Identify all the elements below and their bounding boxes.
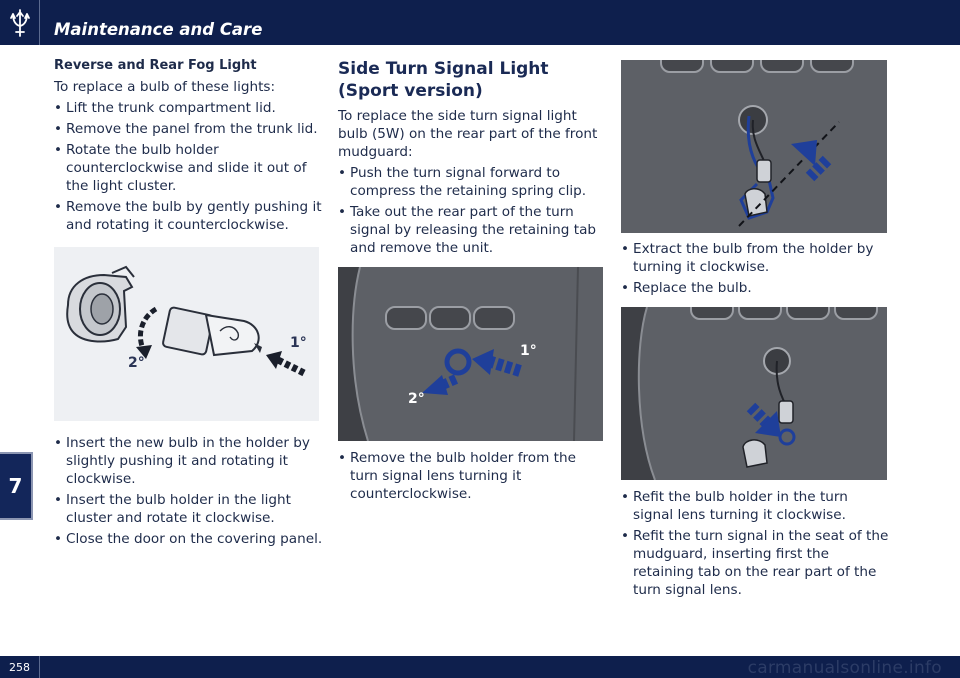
- list-item: • Extract the bulb from the holder by turning it clockwise.: [621, 240, 889, 276]
- steps-list: [54, 434, 324, 548]
- side-vents: [386, 307, 514, 329]
- turn-signal-highlight: [447, 351, 469, 373]
- forward-arrow: [488, 361, 520, 371]
- steps-list: [338, 449, 608, 503]
- chapter-tab: [0, 452, 33, 520]
- list-item: • Push the turn signal forward to compress the retaining spring clip.: [338, 164, 608, 200]
- list-item: • Remove the panel from the trunk lid.: [54, 120, 324, 138]
- list-item: • Rotate the bulb holder counterclockwise and slide it out of the light cluster.: [54, 141, 324, 195]
- steps-list: [621, 488, 889, 599]
- intro-text: To replace the side turn signal light bulb (5W) on the rear part of the front mudguard:: [338, 108, 598, 160]
- list-item: • Replace the bulb.: [621, 279, 889, 297]
- bulb-holder-extraction-photo: [621, 60, 887, 233]
- rotation-arrow: [140, 309, 156, 351]
- list-item: • Close the door on the covering panel.: [54, 530, 324, 548]
- list-item: • Refit the turn signal in the seat of the mudguard, inserting first the retaining tab on the rear part of the turn signal lens.: [621, 527, 889, 599]
- brand-logo: [0, 0, 40, 45]
- list-item: • Remove the bulb holder from the turn signal lens turning it counterclockwise.: [338, 449, 608, 503]
- column-reverse-fog-light: [54, 55, 324, 551]
- bulb-drawing: [162, 307, 262, 355]
- list-item: • Take out the rear part of the turn signal by releasing the retaining tab and remove the unit.: [338, 203, 608, 257]
- chapter-number: 7: [8, 474, 23, 498]
- turn-signal-removal-photo: [338, 267, 603, 441]
- steps-list: [54, 99, 324, 234]
- list-item: • Remove the bulb by gently pushing it and rotating it counterclockwise.: [54, 198, 324, 234]
- header-title: Maintenance and Care: [54, 20, 263, 39]
- list-item: • Insert the bulb holder in the light cluster and rotate it clockwise.: [54, 491, 324, 527]
- steps-list: [621, 240, 889, 297]
- column-side-turn-signal: [338, 55, 608, 506]
- step-label-2: 2°: [128, 355, 145, 371]
- list-item: • Insert the new bulb in the holder by slightly pushing it and rotating it clockwise.: [54, 434, 324, 488]
- insert-arrow: [751, 407, 767, 423]
- section-title: Side Turn Signal Light (Sport version): [338, 59, 549, 101]
- push-arrow: [276, 359, 304, 373]
- step-label-2: 2°: [408, 391, 425, 407]
- wheel-arch-edge: [621, 307, 655, 480]
- column-bulb-replacement: [621, 55, 889, 602]
- bulb-holder-drawing: [67, 267, 134, 341]
- side-vents: [691, 307, 877, 319]
- bulb-holder-refit-photo: [621, 307, 887, 480]
- page-header: [0, 0, 960, 45]
- holder-highlight: [780, 430, 794, 444]
- trident-icon: [9, 8, 31, 38]
- watermark: carmanualsonline.info: [747, 658, 942, 678]
- intro-text: To replace a bulb of these lights:: [54, 79, 276, 95]
- list-item: • Refit the bulb holder in the turn signal lens turning it clockwise.: [621, 488, 889, 524]
- step-label-1: 1°: [290, 335, 307, 351]
- subheading-reverse-fog: Reverse and Rear Fog Light: [54, 58, 257, 73]
- bulb-removal-illustration: [54, 247, 319, 421]
- list-item: • Lift the trunk compartment lid.: [54, 99, 324, 117]
- step-label-1: 1°: [520, 343, 537, 359]
- page-footer: [0, 656, 960, 678]
- side-vents: [661, 60, 853, 72]
- page-number: 258: [0, 656, 40, 678]
- steps-list: [338, 164, 608, 257]
